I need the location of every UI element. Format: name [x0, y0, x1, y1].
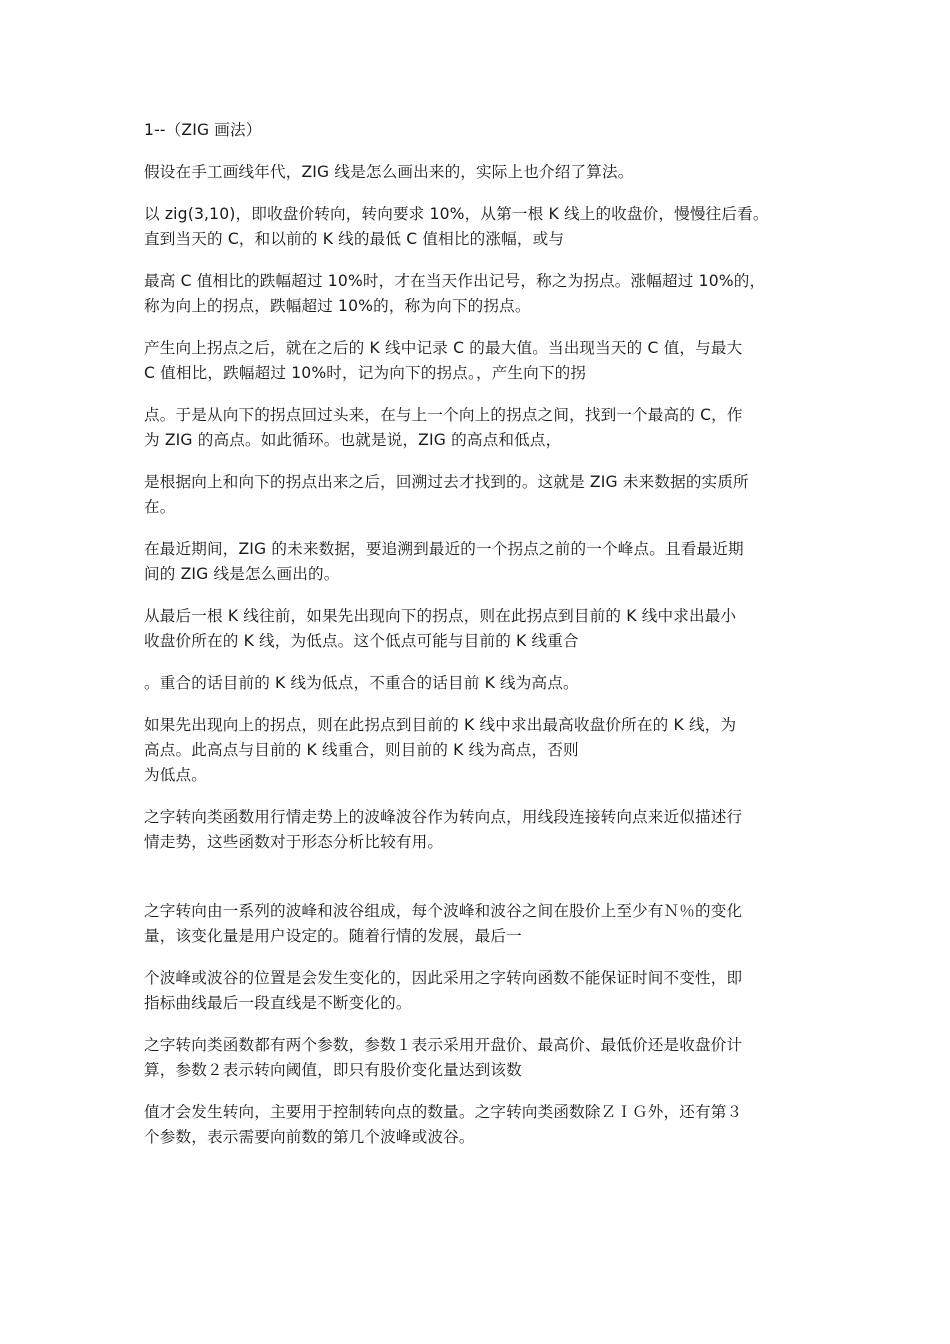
text-line: 最高 C 值相比的跌幅超过 10%时，才在当天作出记号，称之为拐点。涨幅超过 10%的，	[144, 272, 766, 290]
paragraph-3	[144, 269, 808, 319]
text-line: 个波峰或波谷的位置是会发生变化的，因此采用之字转向函数不能保证时间不变性，即	[144, 969, 743, 987]
text-line: 1--（ZIG 画法）	[144, 121, 262, 139]
text-line: 量，该变化量是用户设定的。随着行情的发展，最后一	[144, 927, 522, 945]
text-line: 产生向上拐点之后，就在之后的 K 线中记录 C 的最大值。当出现当天的 C 值，与最大	[144, 339, 743, 357]
text-line: 以 zig(3,10)，即收盘价转向，转向要求 10%，从第一根 K 线上的收盘价，慢慢往后看。	[144, 205, 769, 223]
text-line: 为低点。	[144, 766, 207, 784]
text-line: 从最后一根 K 线往前，如果先出现向下的拐点，则在此拐点到目前的 K 线中求出最小	[144, 607, 737, 625]
text-line: 点。于是从向下的拐点回过头来，在与上一个向上的拐点之间，找到一个最高的 C，作	[144, 406, 743, 424]
paragraph-11	[144, 805, 808, 855]
text-line: 。重合的话目前的 K 线为低点，不重合的话目前 K 线为高点。	[144, 674, 579, 692]
text-line: 直到当天的 C，和以前的 K 线的最低 C 值相比的涨幅，或与	[144, 230, 565, 248]
document-body	[144, 118, 808, 1150]
text-line: 指标曲线最后一段直线是不断变化的。	[144, 994, 412, 1012]
paragraph-title	[144, 118, 808, 143]
text-line: 高点。此高点与目前的 K 线重合，则目前的 K 线为高点，否则	[144, 741, 579, 759]
text-line: 如果先出现向上的拐点，则在此拐点到目前的 K 线中求出最高收盘价所在的 K 线，为	[144, 716, 737, 734]
paragraph-10	[144, 713, 808, 788]
text-line: 之字转向由一系列的波峰和波谷组成，每个波峰和波谷之间在股价上至少有Ｎ％的变化	[144, 902, 743, 920]
paragraph-6	[144, 470, 808, 520]
paragraph-9	[144, 671, 808, 696]
paragraph-7	[144, 537, 808, 587]
paragraph-2	[144, 202, 808, 252]
text-line: 收盘价所在的 K 线，为低点。这个低点可能与目前的 K 线重合	[144, 632, 579, 650]
paragraph-14	[144, 1033, 808, 1083]
text-line: 称为向上的拐点，跌幅超过 10%的，称为向下的拐点。	[144, 297, 531, 315]
text-line: 之字转向类函数都有两个参数，参数１表示采用开盘价、最高价、最低价还是收盘价计	[144, 1036, 743, 1054]
paragraph-13	[144, 966, 808, 1016]
text-line: 在最近期间，ZIG 的未来数据，要追溯到最近的一个拐点之前的一个峰点。且看最近期	[144, 540, 744, 558]
paragraph-4	[144, 336, 808, 386]
text-line: 在。	[144, 498, 176, 516]
paragraph-8	[144, 604, 808, 654]
paragraph-1	[144, 160, 808, 185]
text-line: 间的 ZIG 线是怎么画出的。	[144, 565, 340, 583]
text-line: 个参数，表示需要向前数的第几个波峰或波谷。	[144, 1128, 475, 1146]
paragraph-12	[144, 899, 808, 949]
text-line: 值才会发生转向，主要用于控制转向点的数量。之字转向类函数除ＺＩＧ外，还有第３	[144, 1103, 743, 1121]
text-line: 为 ZIG 的高点。如此循环。也就是说，ZIG 的高点和低点，	[144, 431, 562, 449]
paragraph-15	[144, 1100, 808, 1150]
text-line: C 值相比，跌幅超过 10%时，记为向下的拐点。，产生向下的拐	[144, 364, 587, 382]
text-line: 情走势，这些函数对于形态分析比较有用。	[144, 833, 444, 851]
text-line: 假设在手工画线年代，ZIG 线是怎么画出来的，实际上也介绍了算法。	[144, 163, 634, 181]
text-line: 是根据向上和向下的拐点出来之后，回溯过去才找到的。这就是 ZIG 未来数据的实质所	[144, 473, 749, 491]
text-line: 算，参数２表示转向阈值，即只有股价变化量达到该数	[144, 1061, 522, 1079]
text-line: 之字转向类函数用行情走势上的波峰波谷作为转向点，用线段连接转向点来近似描述行	[144, 808, 743, 826]
paragraph-5	[144, 403, 808, 453]
